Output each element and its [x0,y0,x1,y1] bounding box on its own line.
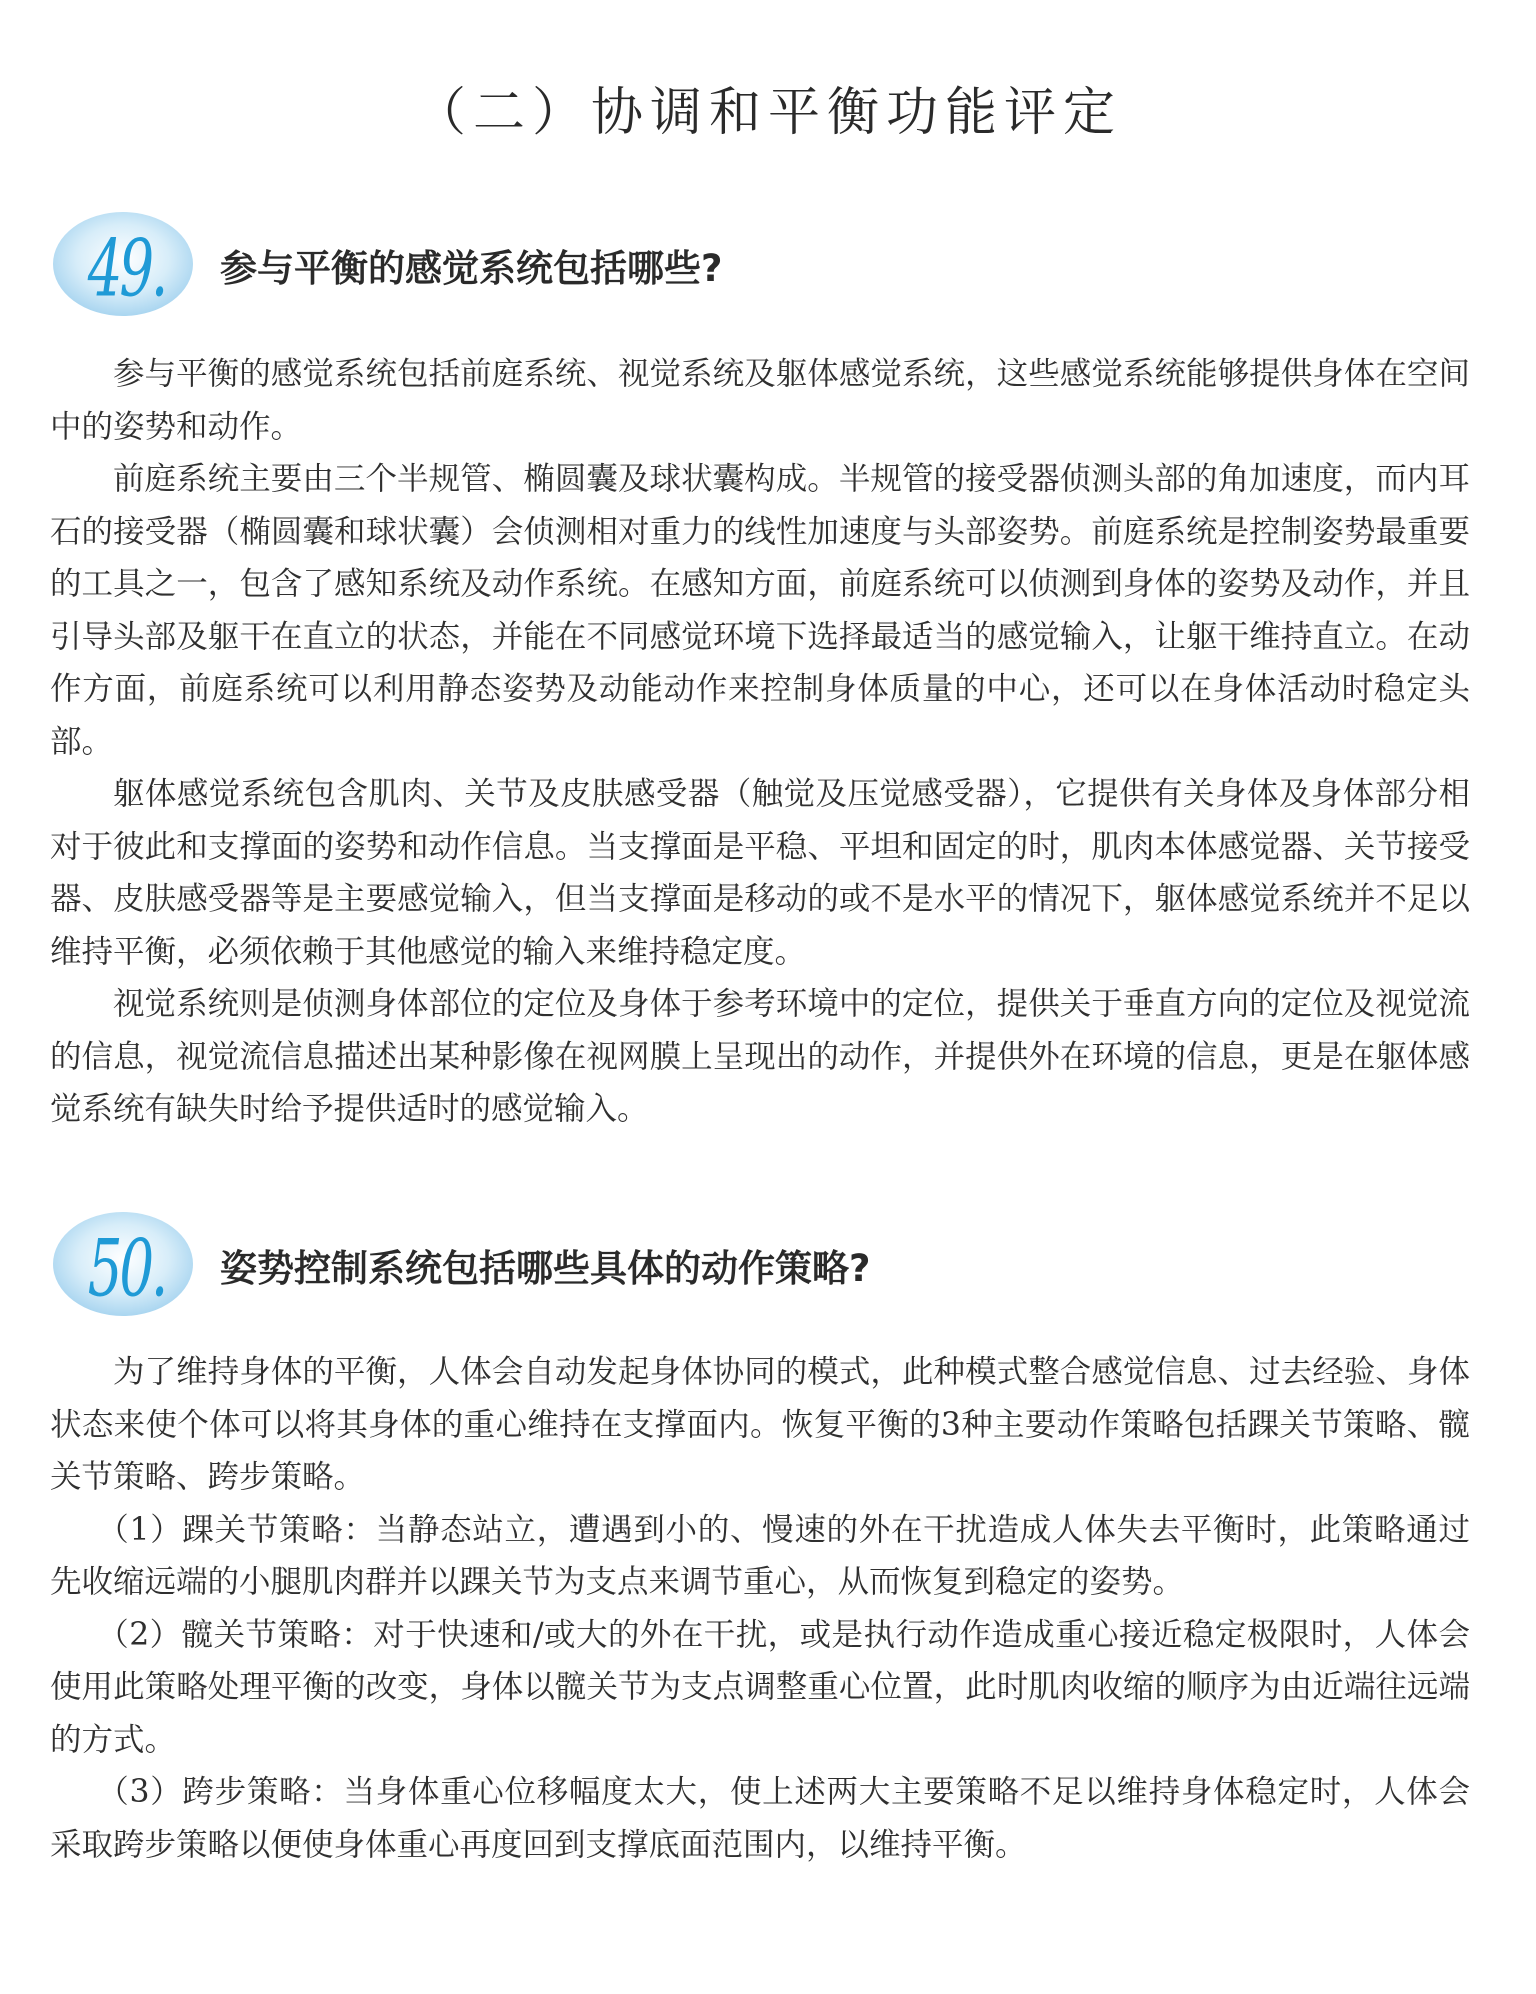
question-number-badge [50,1208,196,1320]
question-number: 49. [87,222,166,314]
paragraph: （1）踝关节策略：当静态站立，遭遇到小的、慢速的外在干扰造成人体失去平衡时，此策略通过先收缩远端的小腿肌肉群并以踝关节为支点来调节重心，从而恢复到稳定的姿势。 [50,1511,1470,1600]
question-number: 50. [87,1222,166,1314]
paragraph: 为了维持身体的平衡，人体会自动发起身体协同的模式，此种模式整合感觉信息、过去经验、身体状态来使个体可以将其身体的重心维持在支撑面内。恢复平衡的3种主要动作策略包括踝关节策略、髋关节策略、跨步策略。 [50,1354,1470,1495]
question-title: 姿势控制系统包括哪些具体的动作策略? [220,1247,871,1290]
paragraph: （3）跨步策略：当身体重心位移幅度太大，使上述两大主要策略不足以维持身体稳定时，人体会采取跨步策略以便使身体重心再度回到支撑底面范围内，以维持平衡。 [50,1774,1470,1863]
question-section-50 [50,1208,1470,1871]
question-header [50,208,1470,326]
question-header [50,1208,1470,1326]
paragraph: 参与平衡的感觉系统包括前庭系统、视觉系统及躯体感觉系统，这些感觉系统能够提供身体在空间中的姿势和动作。 [50,356,1470,445]
paragraph: 躯体感觉系统包含肌肉、关节及皮肤感受器（触觉及压觉感受器），它提供有关身体及身体部分相对于彼此和支撑面的姿势和动作信息。当支撑面是平稳、平坦和固定的时，肌肉本体感觉器、关节接受器、皮肤感受器等是主要感觉输入，但当支撑面是移动的或不是水平的情况下，躯体感觉系统并不足以维持平衡，必须依赖于其他感觉的输入来维持稳定度。 [50,776,1470,970]
page-title: （二）协调和平衡功能评定 [413,83,1122,143]
question-number-badge [50,208,196,320]
question-title: 参与平衡的感觉系统包括哪些? [220,247,723,290]
paragraph: 视觉系统则是侦测身体部位的定位及身体于参考环境中的定位，提供关于垂直方向的定位及视觉流的信息，视觉流信息描述出某种影像在视网膜上呈现出的动作，并提供外在环境的信息，更是在躯体感觉系统有缺失时给予提供适时的感觉输入。 [50,986,1470,1127]
paragraph: 前庭系统主要由三个半规管、椭圆囊及球状囊构成。半规管的接受器侦测头部的角加速度，而内耳石的接受器（椭圆囊和球状囊）会侦测相对重力的线性加速度与头部姿势。前庭系统是控制姿势最重要的工具之一，包含了感知系统及动作系统。在感知方面，前庭系统可以侦测到身体的姿势及动作，并且引导头部及躯干在直立的状态，并能在不同感觉环境下选择最适当的感觉输入，让躯干维持直立。在动作方面，前庭系统可以利用静态姿势及动能动作来控制身体质量的中心，还可以在身体活动时稳定头部。 [50,461,1470,760]
question-section-49 [50,208,1470,1136]
paragraph: （2）髋关节策略：对于快速和/或大的外在干扰，或是执行动作造成重心接近稳定极限时，人体会使用此策略处理平衡的改变，身体以髋关节为支点调整重心位置，此时肌肉收缩的顺序为由近端往远端的方式。 [50,1616,1470,1758]
